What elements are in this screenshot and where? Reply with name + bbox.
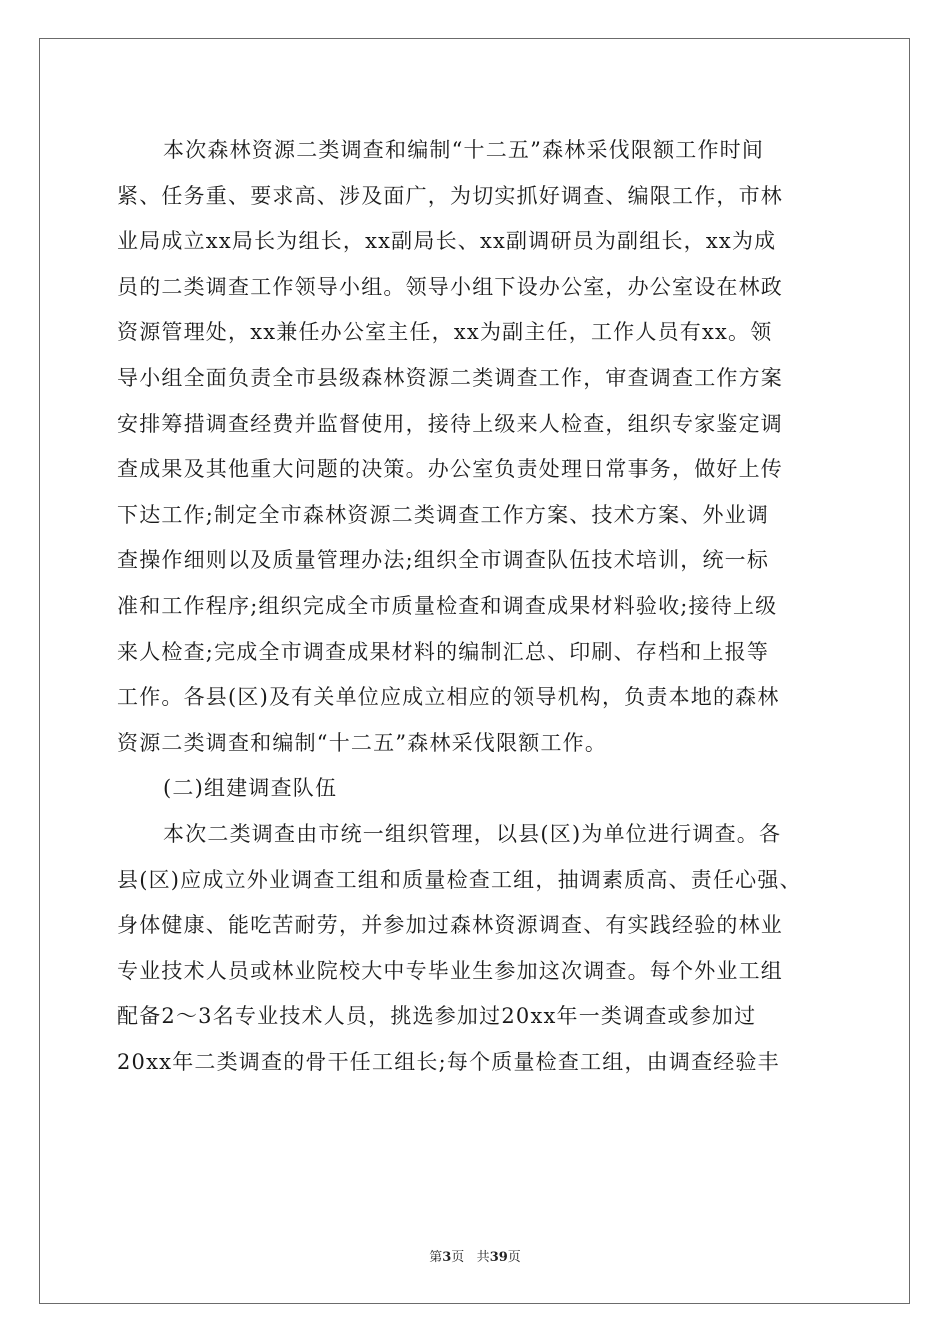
text-line: 下达工作;制定全市森林资源二类调查工作方案、技术方案、外业调 <box>117 502 770 527</box>
page-suffix: 页 <box>451 1250 465 1265</box>
text-line: 导小组全面负责全市县级森林资源二类调查工作，审查调查工作方案 <box>117 365 783 390</box>
text-line: 配备2～3名专业技术人员，挑选参加过20xx年一类调查或参加过 <box>117 1004 757 1029</box>
section-heading: (二)组建调查队伍 <box>163 776 338 801</box>
text-line: 本次二类调查由市统一组织管理，以县(区)为单位进行调查。各 <box>163 821 782 846</box>
text-line: 本次森林资源二类调查和编制“十二五”森林采伐限额工作时间 <box>163 138 765 162</box>
document-body <box>117 128 837 1085</box>
text-line: 身体健康、能吃苦耐劳，并参加过森林资源调查、有实践经验的林业 <box>117 913 783 938</box>
text-line: 员的二类调查工作领导小组。领导小组下设办公室，办公室设在林政 <box>117 274 783 299</box>
text-line: 资源二类调查和编制“十二五”森林采伐限额工作。 <box>117 730 608 755</box>
text-line: 准和工作程序;组织完成全市质量检查和调查成果材料验收;接待上级 <box>117 593 778 618</box>
text-line: 紧、任务重、要求高、涉及面广，为切实抓好调查、编限工作，市林 <box>117 183 783 208</box>
total-page-number: 39 <box>489 1250 508 1265</box>
text-line: 工作。各县(区)及有关单位应成立相应的领导机构，负责本地的森林 <box>117 685 780 710</box>
page-footer <box>0 1246 950 1265</box>
text-line: 安排筹措调查经费并监督使用，接待上级来人检查，组织专家鉴定调 <box>117 411 783 436</box>
total-prefix: 共 <box>476 1250 490 1265</box>
text-line: 业局成立xx局长为组长，xx副局长、xx副调研员为副组长，xx为成 <box>117 229 777 254</box>
page-prefix: 第 <box>429 1250 443 1265</box>
text-line: 专业技术人员或林业院校大中专毕业生参加这次调查。每个外业工组 <box>117 958 783 983</box>
text-line: 来人检查;完成全市调查成果材料的编制汇总、印刷、存档和上报等 <box>117 639 770 664</box>
text-line: 县(区)应成立外业调查工组和质量检查工组，抽调素质高、责任心强、 <box>117 867 802 892</box>
text-line: 20xx年二类调查的骨干任工组长;每个质量检查工组，由调查经验丰 <box>117 1049 780 1074</box>
text-line: 查操作细则以及质量管理办法;组织全市调查队伍技术培训，统一标 <box>117 548 770 573</box>
text-line: 查成果及其他重大问题的决策。办公室负责处理日常事务，做好上传 <box>117 457 783 482</box>
text-line: 资源管理处，xx兼任办公室主任，xx为副主任，工作人员有xx。领 <box>117 320 773 345</box>
total-suffix: 页 <box>507 1250 521 1265</box>
current-page-number: 3 <box>442 1250 452 1265</box>
